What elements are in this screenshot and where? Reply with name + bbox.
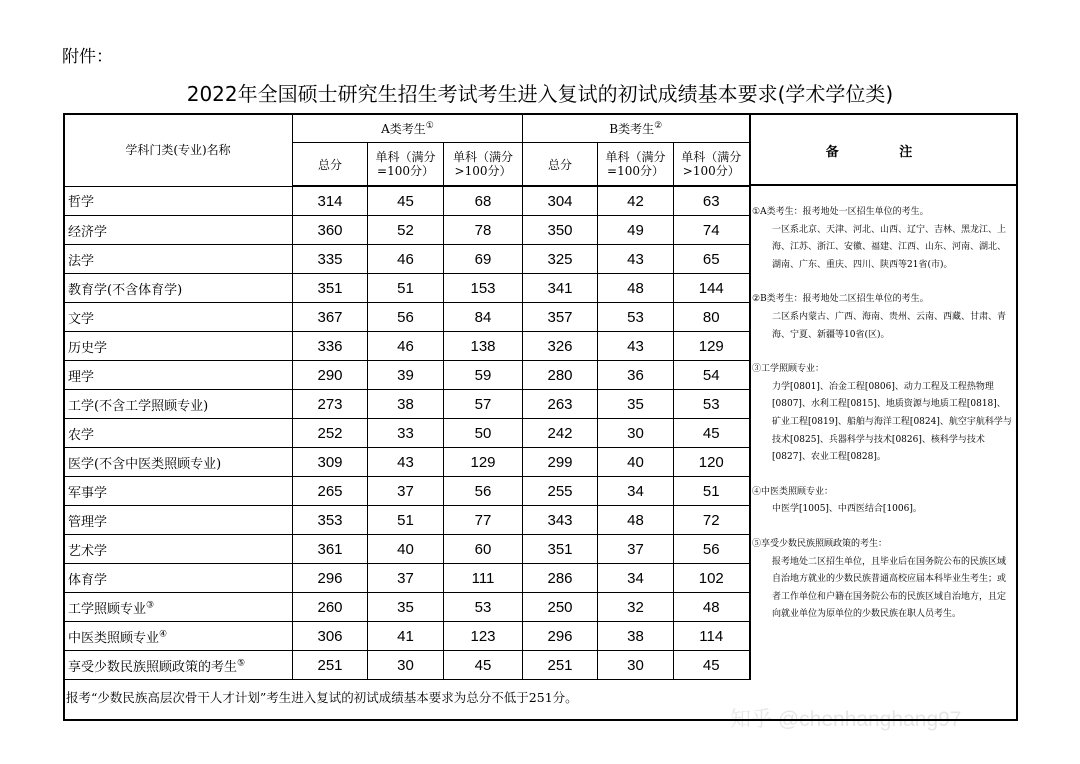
score-a-100: 46 [368, 332, 444, 361]
score-b-100: 48 [598, 506, 674, 535]
note-body: 力学[0801]、冶金工程[0806]、动力工程及工程热物理[0807]、水利工程[0815]、地质资源与地质工程[0818]、矿业工程[0819]、船舶与海洋工程[0824]、航空宇航科学与技术[0825]、兵器科学与技术[0826]、核科学与技术[0827]、农业工程[0828]。 [772, 381, 1012, 463]
score-b-100: 42 [598, 186, 674, 216]
note-item [752, 291, 1014, 344]
subject-name: 体育学 [64, 564, 293, 593]
score-b-100: 53 [598, 303, 674, 332]
score-a-gt100: 57 [444, 390, 523, 419]
subject-name: 历史学 [64, 332, 293, 361]
score-a-total: 336 [293, 332, 368, 361]
score-a-total: 252 [293, 419, 368, 448]
score-a-100: 35 [368, 593, 444, 622]
remarks-notes [752, 204, 1014, 641]
subject-name: 中医类照顾专业④ [64, 622, 293, 651]
score-b-100: 32 [598, 593, 674, 622]
header-group-a: A类考生① [293, 114, 523, 143]
score-a-total: 265 [293, 477, 368, 506]
header-b-single-over100: 单科（满分>100分） [674, 143, 750, 187]
score-a-100: 52 [368, 216, 444, 245]
score-a-total: 353 [293, 506, 368, 535]
score-a-gt100: 77 [444, 506, 523, 535]
score-b-total: 341 [523, 274, 598, 303]
score-a-100: 37 [368, 477, 444, 506]
score-b-100: 40 [598, 448, 674, 477]
note-item [752, 361, 1014, 467]
score-a-100: 45 [368, 186, 444, 216]
score-a-total: 273 [293, 390, 368, 419]
score-b-gt100: 65 [674, 245, 750, 274]
score-b-gt100: 80 [674, 303, 750, 332]
score-b-100: 49 [598, 216, 674, 245]
score-a-total: 351 [293, 274, 368, 303]
score-b-100: 35 [598, 390, 674, 419]
score-a-gt100: 68 [444, 186, 523, 216]
score-b-gt100: 129 [674, 332, 750, 361]
score-a-gt100: 56 [444, 477, 523, 506]
header-subject: 学科门类(专业)名称 [64, 114, 293, 187]
score-a-total: 360 [293, 216, 368, 245]
score-b-gt100: 56 [674, 535, 750, 564]
score-a-total: 260 [293, 593, 368, 622]
score-b-gt100: 114 [674, 622, 750, 651]
subject-name: 农学 [64, 419, 293, 448]
score-b-total: 286 [523, 564, 598, 593]
score-a-100: 41 [368, 622, 444, 651]
note-item [752, 536, 1014, 624]
header-group-b: B类考生② [523, 114, 750, 143]
score-b-100: 30 [598, 651, 674, 680]
score-b-100: 38 [598, 622, 674, 651]
subject-name: 工学(不含工学照顾专业) [64, 390, 293, 419]
subject-name: 军事学 [64, 477, 293, 506]
score-b-total: 326 [523, 332, 598, 361]
score-a-gt100: 123 [444, 622, 523, 651]
note-head: ①A类考生：报考地处一区招生单位的考生。 [752, 207, 929, 217]
score-b-100: 37 [598, 535, 674, 564]
score-b-gt100: 51 [674, 477, 750, 506]
attachment-label: 附件： [62, 47, 113, 67]
score-b-total: 350 [523, 216, 598, 245]
score-a-gt100: 69 [444, 245, 523, 274]
score-b-100: 43 [598, 245, 674, 274]
subject-name: 医学(不含中医类照顾专业) [64, 448, 293, 477]
score-a-100: 37 [368, 564, 444, 593]
score-b-total: 304 [523, 186, 598, 216]
score-b-gt100: 53 [674, 390, 750, 419]
remarks-divider [749, 184, 1017, 186]
score-b-total: 325 [523, 245, 598, 274]
score-b-100: 48 [598, 274, 674, 303]
footnote: 报考“少数民族高层次骨干人才计划”考生进入复试的初试成绩基本要求为总分不低于251分。 [66, 690, 578, 705]
watermark: 知乎 @chenhanghang97 [730, 708, 962, 731]
score-b-gt100: 72 [674, 506, 750, 535]
score-a-gt100: 153 [444, 274, 523, 303]
score-a-gt100: 53 [444, 593, 523, 622]
score-b-gt100: 45 [674, 651, 750, 680]
score-b-gt100: 54 [674, 361, 750, 390]
score-a-total: 314 [293, 186, 368, 216]
subject-name: 理学 [64, 361, 293, 390]
score-a-total: 290 [293, 361, 368, 390]
score-b-gt100: 102 [674, 564, 750, 593]
score-b-total: 263 [523, 390, 598, 419]
score-a-100: 51 [368, 506, 444, 535]
score-b-gt100: 74 [674, 216, 750, 245]
score-b-100: 36 [598, 361, 674, 390]
note-body: 中医学[1005]、中西医结合[1006]。 [772, 504, 922, 515]
subject-name: 享受少数民族照顾政策的考生⑤ [64, 651, 293, 680]
score-a-100: 38 [368, 390, 444, 419]
note-head: ②B类考生：报考地处二区招生单位的考生。 [752, 294, 929, 305]
score-b-gt100: 120 [674, 448, 750, 477]
subject-name: 教育学(不含体育学) [64, 274, 293, 303]
score-b-total: 255 [523, 477, 598, 506]
score-a-gt100: 50 [444, 419, 523, 448]
note-item [752, 484, 1014, 519]
header-b-total: 总分 [523, 143, 598, 187]
note-item [752, 204, 1014, 274]
score-b-gt100: 144 [674, 274, 750, 303]
page-title: 2022年全国硕士研究生招生考试考生进入复试的初试成绩基本要求(学术学位类) [186, 82, 894, 106]
score-b-total: 280 [523, 361, 598, 390]
score-a-gt100: 129 [444, 448, 523, 477]
score-a-total: 309 [293, 448, 368, 477]
score-b-total: 251 [523, 651, 598, 680]
score-a-100: 33 [368, 419, 444, 448]
subject-name: 文学 [64, 303, 293, 332]
score-a-total: 306 [293, 622, 368, 651]
score-b-100: 34 [598, 564, 674, 593]
score-b-total: 250 [523, 593, 598, 622]
score-a-100: 56 [368, 303, 444, 332]
score-a-100: 30 [368, 651, 444, 680]
score-a-100: 51 [368, 274, 444, 303]
subject-name: 艺术学 [64, 535, 293, 564]
score-b-gt100: 45 [674, 419, 750, 448]
score-a-total: 251 [293, 651, 368, 680]
score-a-100: 39 [368, 361, 444, 390]
score-b-total: 299 [523, 448, 598, 477]
header-b-single-100: 单科（满分=100分） [598, 143, 674, 187]
subject-name: 工学照顾专业③ [64, 593, 293, 622]
score-a-100: 43 [368, 448, 444, 477]
note-body: 一区系北京、天津、河北、山西、辽宁、吉林、黑龙江、上海、江苏、浙江、安徽、福建、江西、山东、河南、湖北、湖南、广东、重庆、四川、陕西等21省(市)。 [772, 224, 1007, 270]
score-b-100: 43 [598, 332, 674, 361]
score-b-100: 30 [598, 419, 674, 448]
score-a-total: 296 [293, 564, 368, 593]
score-a-total: 335 [293, 245, 368, 274]
score-b-total: 343 [523, 506, 598, 535]
score-a-total: 367 [293, 303, 368, 332]
score-a-gt100: 138 [444, 332, 523, 361]
subject-name: 经济学 [64, 216, 293, 245]
note-head: ③工学照顾专业： [752, 364, 825, 375]
score-b-gt100: 48 [674, 593, 750, 622]
score-a-gt100: 111 [444, 564, 523, 593]
header-a-total: 总分 [293, 143, 368, 187]
score-a-gt100: 78 [444, 216, 523, 245]
header-a-single-100: 单科（满分=100分） [368, 143, 444, 187]
score-b-total: 296 [523, 622, 598, 651]
subject-name: 管理学 [64, 506, 293, 535]
subject-name: 哲学 [64, 186, 293, 216]
note-body: 二区系内蒙古、广西、海南、贵州、云南、西藏、甘肃、青海、宁夏、新疆等10省(区)。 [772, 311, 1007, 340]
subject-name: 法学 [64, 245, 293, 274]
score-a-gt100: 59 [444, 361, 523, 390]
score-a-total: 361 [293, 535, 368, 564]
note-body: 报考地处二区招生单位，且毕业后在国务院公布的民族区域自治地方就业的少数民族普通高校应届本科毕业生考生；或者工作单位和户籍在国务院公布的民族区域自治地方，且定向就业单位为原单位的少数民族在职人员考生。 [772, 556, 1007, 620]
score-b-total: 357 [523, 303, 598, 332]
score-a-gt100: 84 [444, 303, 523, 332]
note-head: ⑤享受少数民族照顾政策的考生： [752, 538, 888, 549]
header-a-single-over100: 单科（满分>100分） [444, 143, 523, 187]
score-a-100: 40 [368, 535, 444, 564]
score-a-gt100: 60 [444, 535, 523, 564]
score-b-gt100: 63 [674, 186, 750, 216]
note-head: ④中医类照顾专业： [752, 486, 834, 497]
score-b-100: 34 [598, 477, 674, 506]
score-a-gt100: 45 [444, 651, 523, 680]
score-a-100: 46 [368, 245, 444, 274]
score-b-total: 242 [523, 419, 598, 448]
remarks-header: 备 注 [825, 144, 941, 160]
score-b-total: 351 [523, 535, 598, 564]
